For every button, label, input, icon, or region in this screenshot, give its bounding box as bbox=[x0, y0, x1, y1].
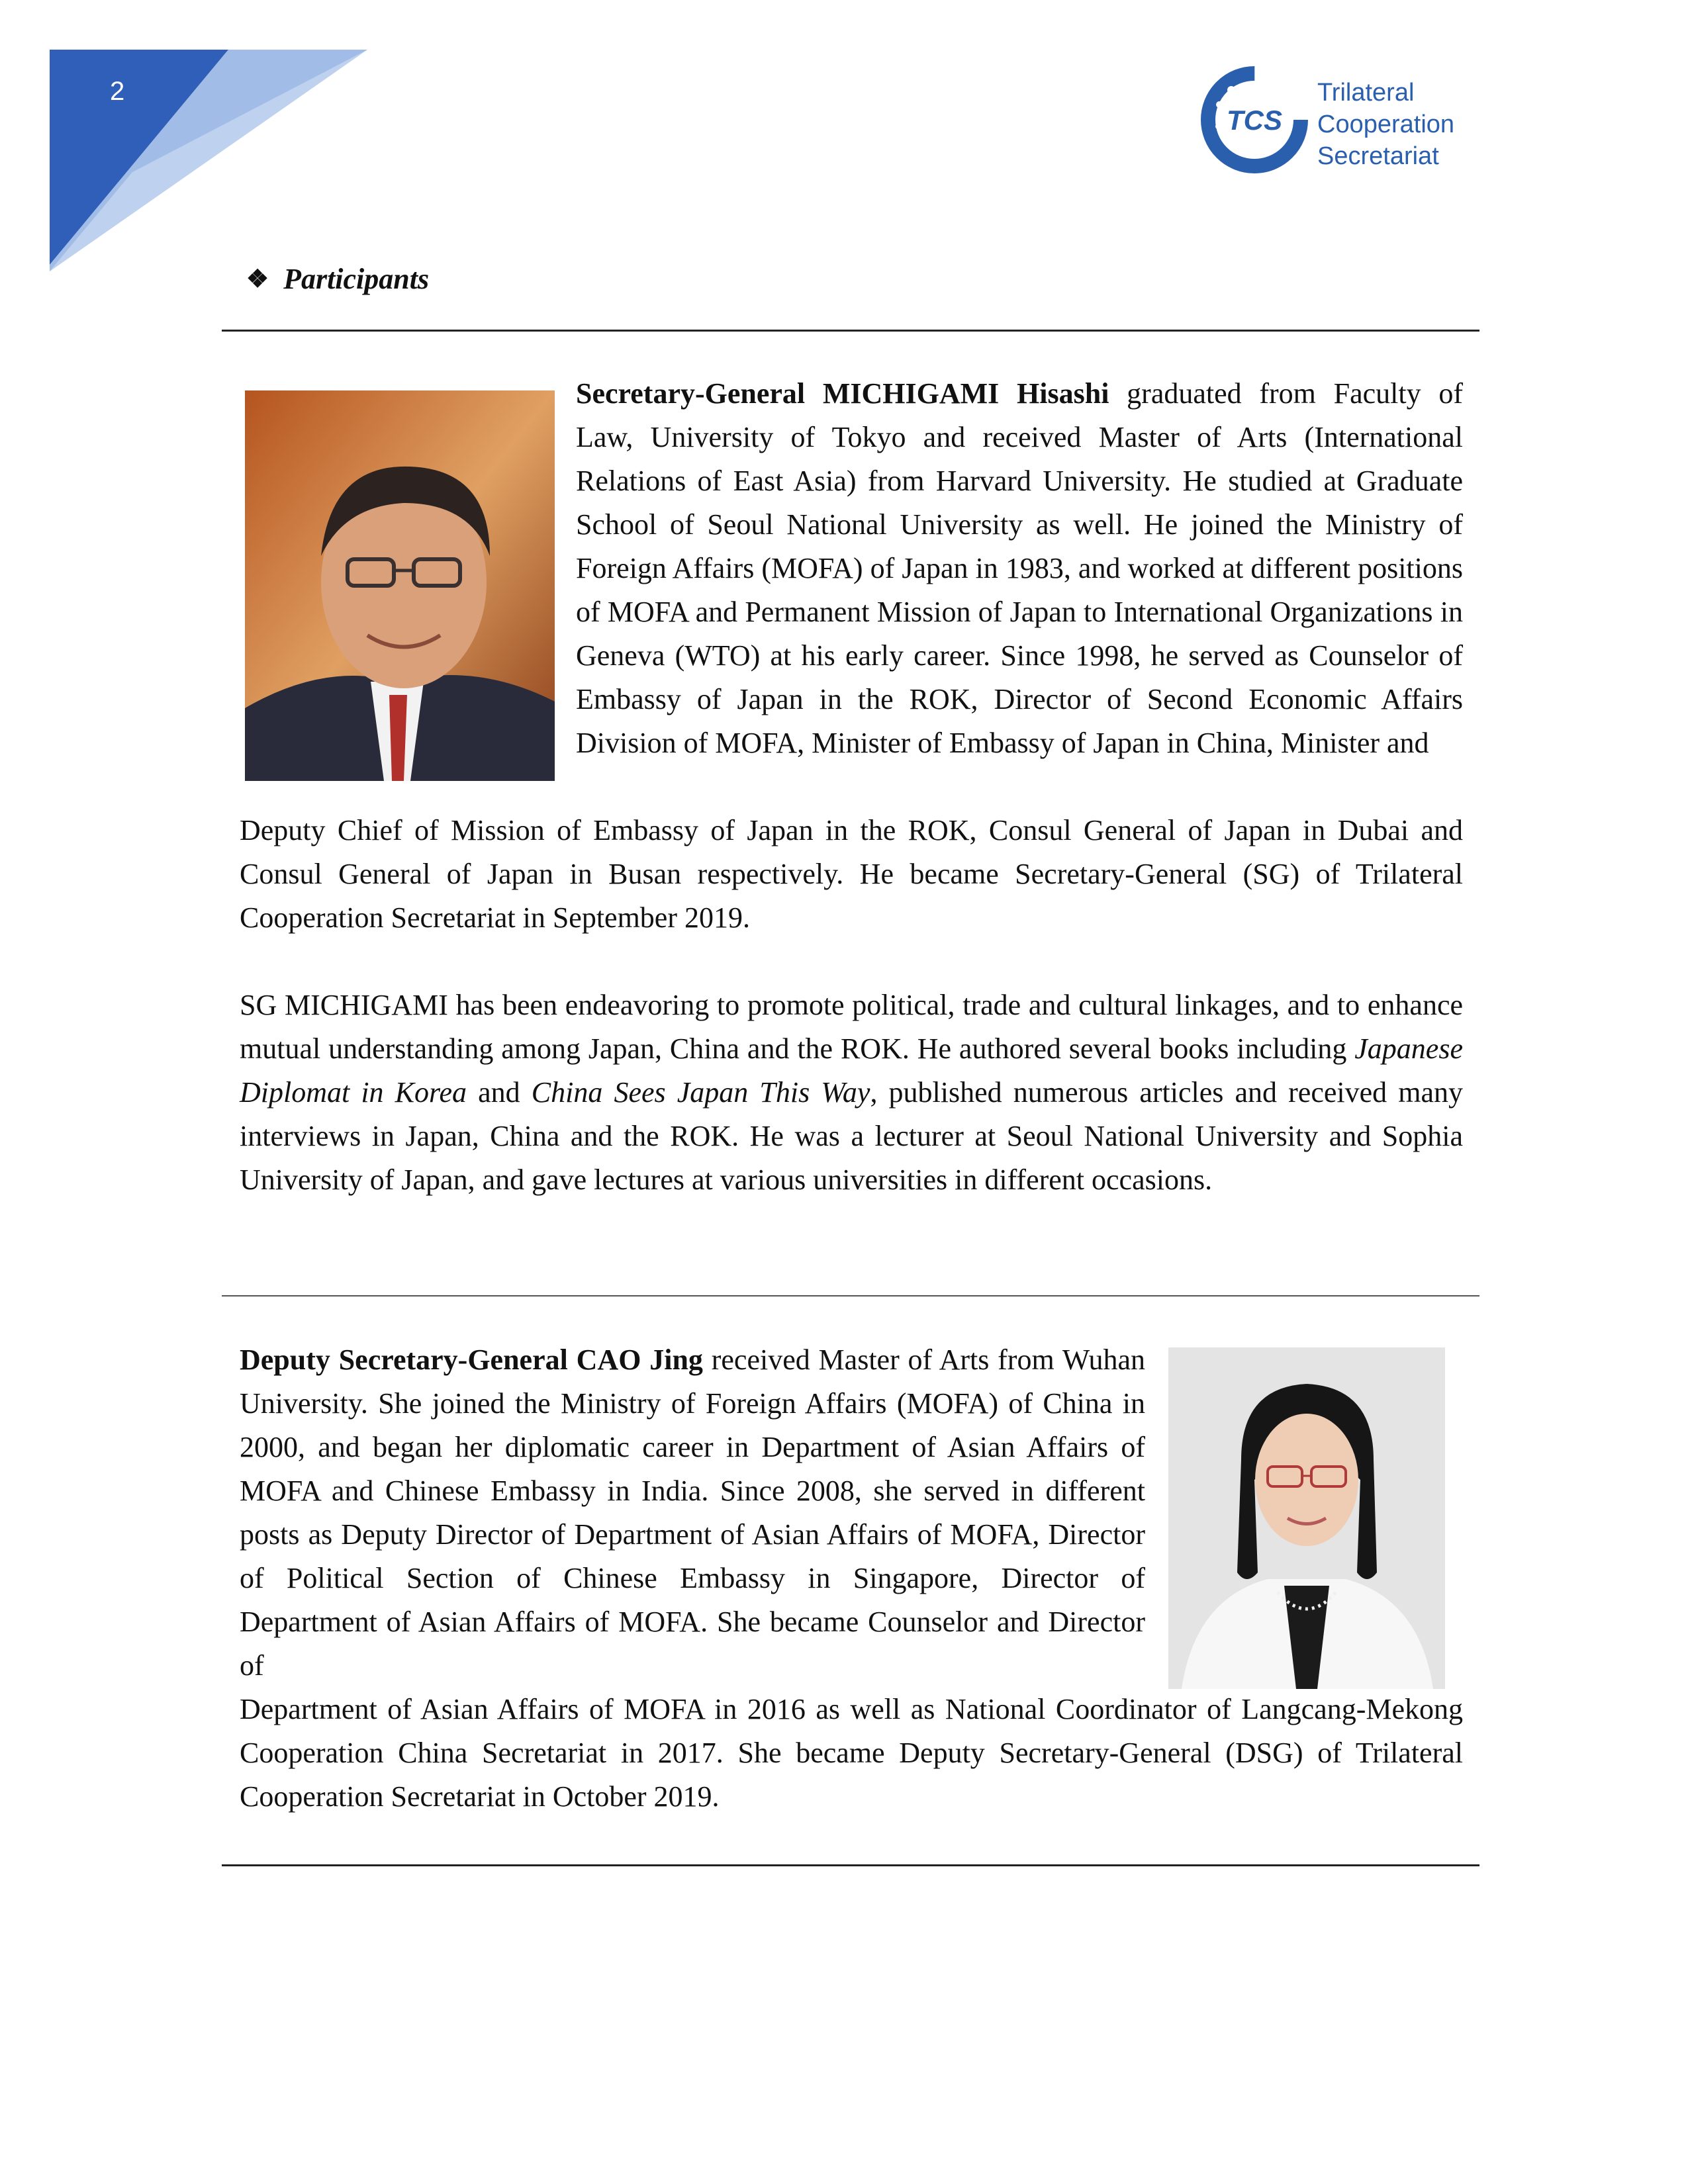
end-divider bbox=[222, 1864, 1479, 1866]
four-diamond-icon: ❖ bbox=[246, 265, 269, 293]
sg-name: Secretary-General MICHIGAMI Hisashi bbox=[576, 377, 1109, 410]
logo-wordmark bbox=[1317, 77, 1454, 172]
sg-bio-text-2: Deputy Chief of Mission of Embassy of Japan in the ROK, Consul General of Japan in Dubai and Consul General of Japan in Busan respectively. He became Secretary-General (SG) of Trilateral Cooperation Secretariat in September 2019. bbox=[240, 814, 1463, 934]
dsg-name: Deputy Secretary-General CAO Jing bbox=[240, 1343, 703, 1376]
dsg-bio-intro bbox=[240, 1338, 1145, 1688]
sg-bio-p2-c: , published numerous articles and received many interviews in Japan, China and the ROK. He was a lecturer at Seoul National University and Sophia University of Japan, and gave lectures at various universities in different occasions. bbox=[240, 1076, 1463, 1196]
sg-bio-text-1: graduated from Faculty of Law, University of Tokyo and received Master of Arts (International Relations of East Asia) from Harvard University. He studied at Graduate School of Seoul National University as well. He joined the Ministry of Foreign Affairs (MOFA) of Japan in 1983, and worked at different positions of MOFA and Permanent Mission of Japan to International Organizations in Geneva (WTO) at his early career. Since 1998, he served as Counselor of Embassy of Japan in the ROK, Director of Second Economic Affairs Division of MOFA, Minister of Embassy of Japan in China, Minister and bbox=[576, 377, 1464, 759]
tcs-logo bbox=[1192, 64, 1470, 183]
logo-line-2: Cooperation bbox=[1317, 111, 1455, 138]
dsg-bio-text-1: received Master of Arts from Wuhan University. She joined the Ministry of Foreign Affairs (MOFA) of China in 2000, and began her diplomatic career in Department of Asian Affairs of MOFA and Chinese Embassy in India. Since 2008, she served in different posts as Deputy Director of Department of Asian Affairs of MOFA, Director of Political Section of Chinese Embassy in Singapore, Director of Department of Asian Affairs of MOFA. She became Counselor and Director of bbox=[240, 1343, 1145, 1682]
section-title: Participants bbox=[283, 263, 430, 295]
book-title-2: China Sees Japan This Way bbox=[531, 1076, 870, 1109]
dsg-bio-continued bbox=[240, 1688, 1463, 1819]
corner-decoration bbox=[0, 0, 397, 278]
sg-photo bbox=[245, 390, 555, 781]
book-title-1: Japanese Diplomat in Korea bbox=[240, 1032, 1463, 1109]
bio-divider bbox=[222, 1295, 1479, 1297]
logo-line-3: Secretariat bbox=[1317, 142, 1439, 170]
section-heading bbox=[246, 262, 429, 296]
page-number: 2 bbox=[110, 77, 125, 106]
section-divider bbox=[222, 330, 1479, 332]
sg-bio-paragraph-2 bbox=[240, 983, 1463, 1202]
logo-line-1: Trilateral bbox=[1317, 79, 1415, 107]
sg-bio-p2-b: and bbox=[467, 1076, 532, 1109]
dsg-photo bbox=[1168, 1347, 1445, 1689]
logo-mark-text: TCS bbox=[1227, 105, 1282, 136]
tcs-logo-mark bbox=[1192, 64, 1317, 176]
dsg-bio-text-2: Department of Asian Affairs of MOFA in 2016 as well as National Coordinator of Langcang-Mekong Cooperation China Secretariat in 2017. She became Deputy Secretary-General (DSG) of Trilateral Cooperation Secretariat in October 2019. bbox=[240, 1693, 1463, 1813]
sg-bio-p2-a: SG MICHIGAMI has been endeavoring to promote political, trade and cultural linkages, and to enhance mutual understanding among Japan, China and the ROK. He authored several books including bbox=[240, 989, 1463, 1065]
sg-bio-intro bbox=[576, 372, 1463, 765]
sg-bio-continued bbox=[240, 809, 1463, 940]
